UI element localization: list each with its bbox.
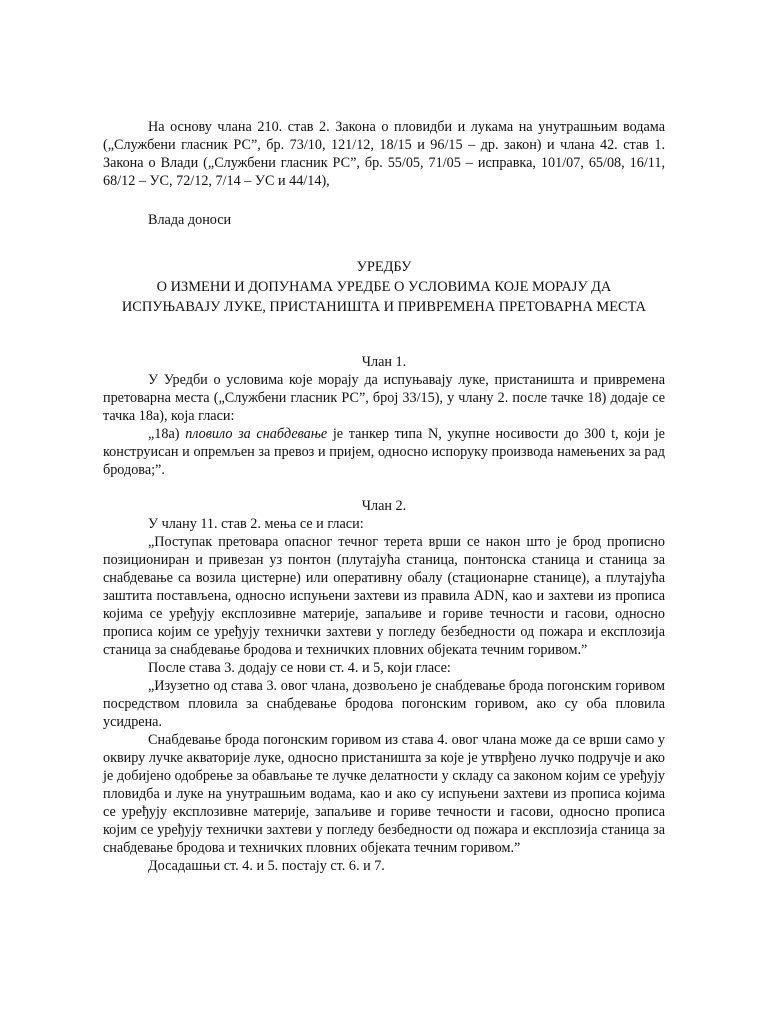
- decree-title: [103, 257, 665, 317]
- article-1-quote-rest: је танкер типа N, укупне носивости до 300 t, који је конструисан и опремљен за превоз и пријем, односно испоруку производа намењених за рад бродова;”.: [103, 426, 665, 478]
- article-1-quote-term: пловило за снабдевање: [185, 426, 328, 442]
- article-2-paragraph-6: Досадашњи ст. 4. и 5. постају ст. 6. и 7.: [148, 858, 385, 874]
- article-2-heading: Члан 2.: [361, 498, 407, 514]
- article-1: [103, 353, 665, 479]
- article-1-quote-prefix: „18а): [148, 426, 186, 442]
- article-2-paragraph-2: „Поступак претовара опасног течног терета врши се након што је брод прописно позициониран и привезан уз понтон (плутајућа станица, понтонска станица и станица за снабдевање са возила цистерне) или оперативну обалу (стационарне станице), а плутајућа заштита постављена, односно испуњени захтеви из правила ADN, као и захтеви из прописа којима се уређују експлозивне материје, запаљиве и горивe течности и гасови, односно прописа којим се уређују технички захтеви у погледу безбедности од пожара и експлозија станица за снабдевање бродова и техничких пловних објеката течним горивом.”: [103, 534, 665, 658]
- government-enacts: Влада доноси: [148, 212, 232, 228]
- preamble-paragraph: На основу члана 210. став 2. Закона о пловидби и лукама на унутрашњим водама („Службени гласник РС”, бр. 73/10, 121/12, 18/15 и 96/15 – др. закон) и члана 42. став 1. Закона о Влади („Службени гласник РС”, бр. 55/05, 71/05 – исправка, 101/07, 65/08, 16/11, 68/12 – УС, 72/12, 7/14 – УС и 44/14),: [103, 119, 665, 189]
- article-1-intro: У Уредби о условима које морају да испуњавају луке, пристаништа и привремена претоварна места („Службени гласник РС”, број 33/15), у члану 2. после тачке 18) додаје се тачка 18а), која гласи:: [103, 372, 665, 424]
- document-page: [103, 118, 665, 875]
- article-1-heading: Члан 1.: [361, 354, 407, 370]
- article-2-paragraph-3: После става 3. додају се нови ст. 4. и 5, који гласе:: [148, 660, 451, 676]
- article-2-paragraph-1: У члану 11. став 2. мења се и гласи:: [148, 516, 364, 532]
- article-2-paragraph-5: Снабдевање брода погонским горивом из става 4. овог члана може да се врши само у оквиру лучке акваторије луке, односно пристаништа за које је утврђено лучко подручје и ако је добијено одобрење за обављање те лучке делатности у складу са законом којим се уређују пловидба и луке на унутрашњим водама, као и ако су испуњени захтеви из прописа којима се уређују експлозивне материје, запаљиве и горивe течности и гасови, односно прописа којим се уређују технички захтеви у погледу безбедности од пожара и експлозија станица за снабдевање бродова и техничких пловних објеката течним горивом.”: [103, 732, 665, 856]
- decree-title-line2: О ИЗМЕНИ И ДОПУНАМА УРЕДБЕ О УСЛОВИМА КОЈЕ МОРАЈУ ДА: [156, 279, 612, 295]
- decree-title-line1: УРЕДБУ: [356, 259, 412, 275]
- article-1-quote: [103, 425, 665, 479]
- article-2-paragraph-4: „Изузетно од става 3. овог члана, дозвољено је снабдевање брода погонским горивом посредством пловила за снабдевање бродова погонским горивом, ако су оба пловила усидрена.: [103, 678, 665, 730]
- decree-title-line3: ИСПУЊАВАЈУ ЛУКЕ, ПРИСТАНИШТА И ПРИВРЕМЕНА ПРЕТОВАРНА МЕСТА: [121, 299, 647, 315]
- article-2: [103, 497, 665, 875]
